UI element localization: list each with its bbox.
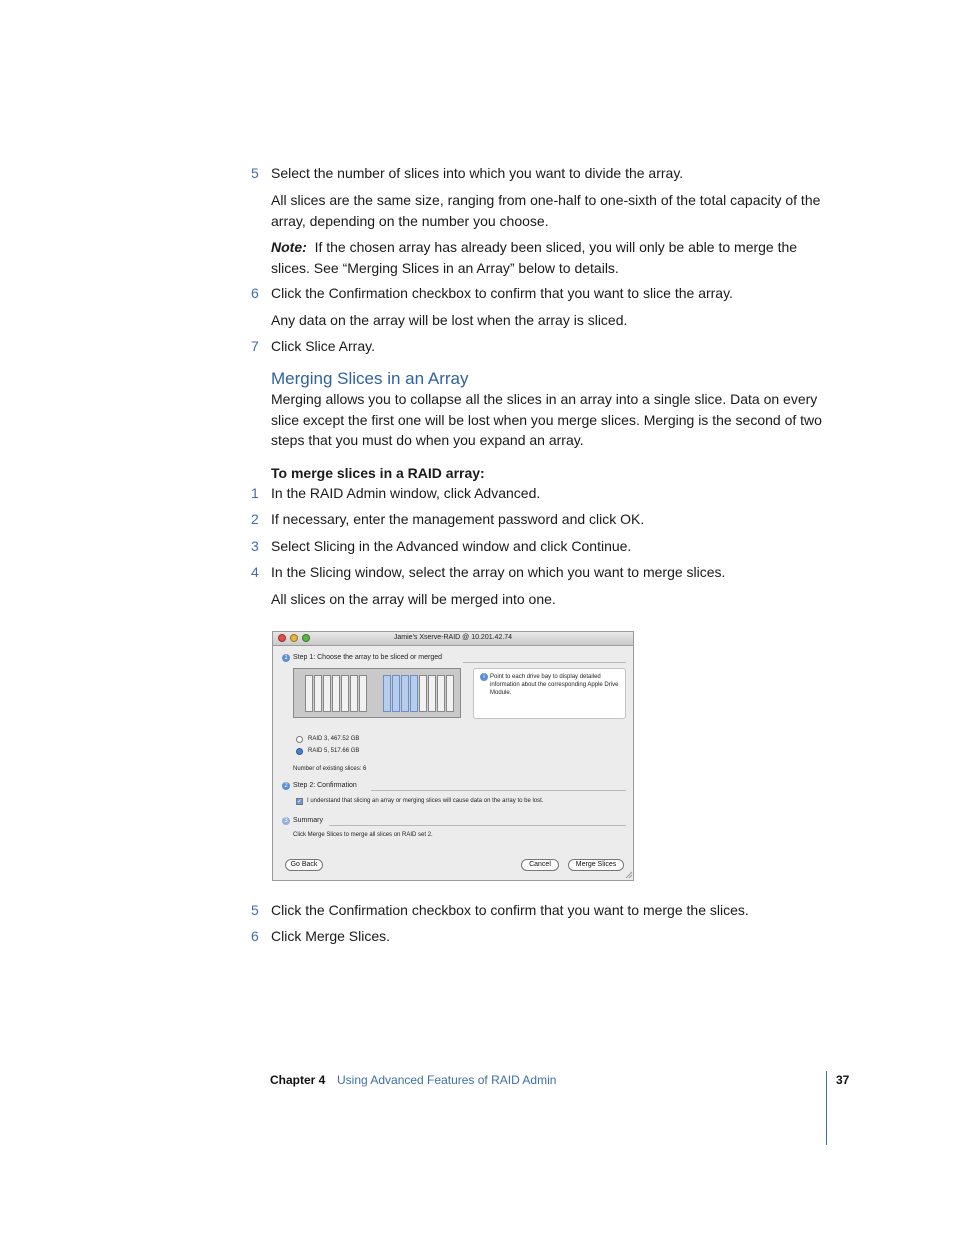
note-text: If the chosen array has already been sliced, you will only be able to merge the slices. See “Merging Slices in an Array” below to details. bbox=[271, 239, 798, 276]
info-box bbox=[473, 668, 626, 719]
raid3-radio[interactable] bbox=[296, 736, 303, 743]
info-text: Point to each drive bay to display detailed information about the corresponding Apple Drive Module. bbox=[490, 674, 619, 696]
xserve-front-panel[interactable] bbox=[293, 668, 461, 718]
drive-bay[interactable] bbox=[446, 675, 454, 712]
step2-label: Step 2: Confirmation bbox=[293, 782, 357, 789]
drive-bay[interactable] bbox=[305, 675, 313, 712]
window-titlebar bbox=[273, 632, 633, 646]
drive-bay[interactable] bbox=[341, 675, 349, 712]
go-back-button[interactable]: Go Back bbox=[285, 859, 323, 871]
step-number: 4 bbox=[251, 564, 259, 580]
drive-bay[interactable] bbox=[428, 675, 436, 712]
step-number: 5 bbox=[251, 902, 259, 918]
raid-option-label: RAID 3, 467.52 GB bbox=[308, 736, 360, 742]
step-text: In the Slicing window, select the array on which you want to merge slices. bbox=[271, 564, 726, 580]
footer-chapter: Chapter 4 bbox=[270, 1073, 326, 1087]
paragraph: All slices are the same size, ranging from one-half to one-sixth of the total capacity of the array, depending on the number you choose. bbox=[271, 192, 821, 229]
paragraph: Any data on the array will be lost when the array is sliced. bbox=[271, 312, 628, 328]
note-paragraph bbox=[271, 237, 831, 278]
footer-chapter-title: Using Advanced Features of RAID Admin bbox=[337, 1073, 557, 1087]
step-number: 7 bbox=[251, 338, 259, 354]
page-number: 37 bbox=[836, 1073, 850, 1087]
divider bbox=[463, 662, 626, 663]
step-text: Click Merge Slices. bbox=[271, 928, 391, 944]
step1-label: Step 1: Choose the array to be sliced or merged bbox=[293, 654, 443, 661]
resize-grip-icon[interactable] bbox=[625, 871, 633, 879]
step-two-icon: 2 bbox=[282, 782, 290, 790]
cancel-button[interactable]: Cancel bbox=[521, 859, 559, 871]
step-number: 6 bbox=[251, 285, 259, 301]
drive-bay[interactable] bbox=[419, 675, 427, 712]
raid5-radio[interactable] bbox=[296, 748, 303, 755]
note-label: Note: bbox=[271, 239, 307, 255]
summary-icon: 3 bbox=[282, 817, 290, 825]
procedure-title: To merge slices in a RAID array: bbox=[271, 465, 485, 481]
drive-bay-selected[interactable] bbox=[410, 675, 418, 712]
drive-bay[interactable] bbox=[359, 675, 367, 712]
section-intro: Merging allows you to collapse all the slices in an array into a single slice. Data on every slice except the first one will be lost when you merge slices. Merging is the second of two steps that you must do when you expand an array. bbox=[271, 391, 822, 448]
step-text: Select the number of slices into which you want to divide the array. bbox=[271, 165, 684, 181]
existing-slices-text: Number of existing slices: 6 bbox=[293, 766, 367, 772]
divider bbox=[371, 790, 626, 791]
step-number: 1 bbox=[251, 485, 259, 501]
step-number: 2 bbox=[251, 511, 259, 527]
drive-bay[interactable] bbox=[437, 675, 445, 712]
divider bbox=[329, 825, 626, 826]
footer-divider bbox=[826, 1071, 827, 1145]
step-one-icon: 1 bbox=[282, 654, 290, 662]
drive-bay[interactable] bbox=[350, 675, 358, 712]
drive-bay[interactable] bbox=[323, 675, 331, 712]
slicing-window-screenshot bbox=[272, 631, 634, 881]
step-text: In the RAID Admin window, click Advanced. bbox=[271, 485, 541, 501]
drive-bay[interactable] bbox=[332, 675, 340, 712]
summary-label: Summary bbox=[293, 817, 323, 824]
drive-bay-selected[interactable] bbox=[401, 675, 409, 712]
drive-bay[interactable] bbox=[314, 675, 322, 712]
paragraph: All slices on the array will be merged into one. bbox=[271, 591, 556, 607]
step-number: 3 bbox=[251, 538, 259, 554]
window-title: Jamie's Xserve-RAID @ 10.201.42.74 bbox=[393, 634, 513, 641]
step-text: If necessary, enter the management password and click OK. bbox=[271, 511, 645, 527]
merge-slices-button[interactable]: Merge Slices bbox=[568, 859, 624, 871]
summary-text: Click Merge Slices to merge all slices on RAID set 2. bbox=[293, 832, 433, 838]
confirmation-checkbox[interactable]: ✓ bbox=[297, 799, 303, 805]
step-text: Click Slice Array. bbox=[271, 338, 375, 354]
step-text: Select Slicing in the Advanced window and click Continue. bbox=[271, 538, 632, 554]
drive-bay-selected[interactable] bbox=[383, 675, 391, 712]
info-icon: i bbox=[480, 673, 488, 681]
step-number: 6 bbox=[251, 928, 259, 944]
raid-option-label: RAID 5, 517.66 GB bbox=[308, 748, 360, 754]
step-number: 5 bbox=[251, 165, 259, 181]
step-text: Click the Confirmation checkbox to confirm that you want to slice the array. bbox=[271, 285, 733, 301]
confirmation-text: I understand that slicing an array or merging slices will cause data on the array to be lost. bbox=[307, 798, 544, 804]
step-text: Click the Confirmation checkbox to confirm that you want to merge the slices. bbox=[271, 902, 749, 918]
drive-bay-selected[interactable] bbox=[392, 675, 400, 712]
section-heading: Merging Slices in an Array bbox=[271, 369, 469, 388]
